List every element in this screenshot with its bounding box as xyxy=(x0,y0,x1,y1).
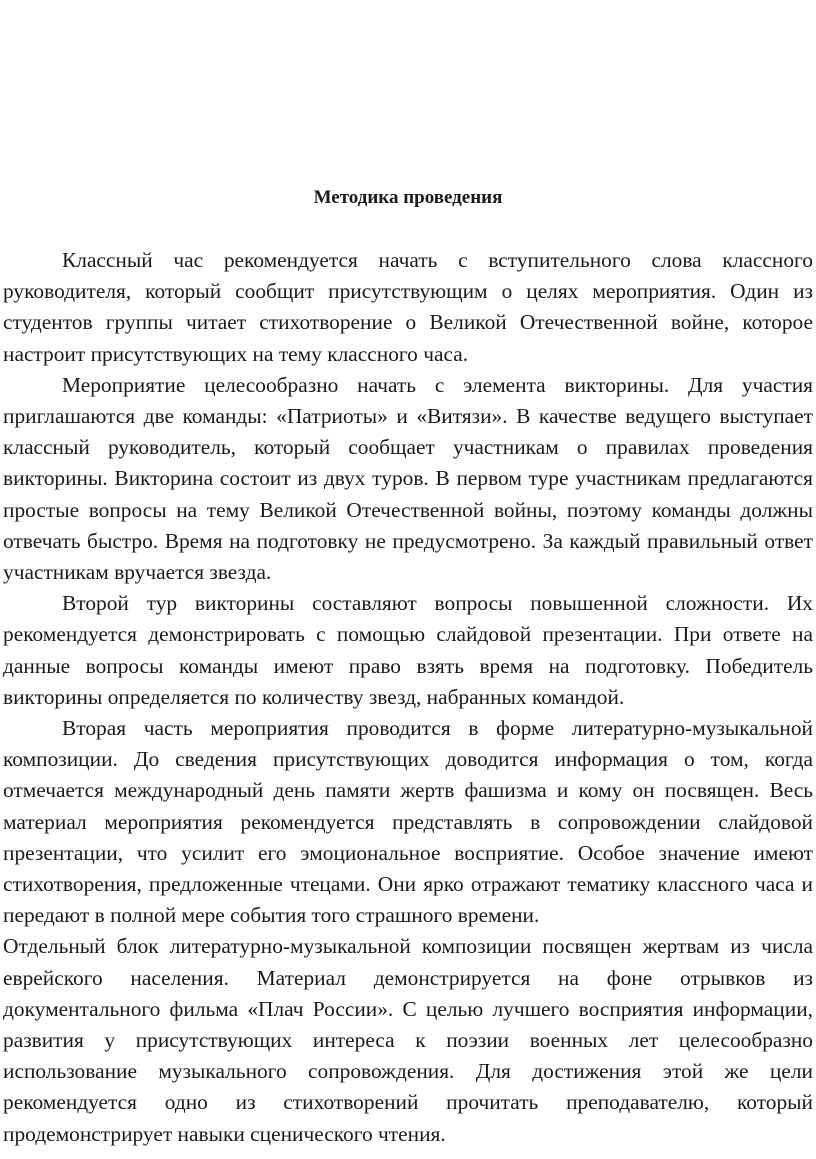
page-title: Методика проведения xyxy=(313,187,503,208)
paragraph-intro: Классный час рекомендуется начать с вступительного слова классного руководителя, который сообщит присутствующим о целях мероприятия. Один из студентов группы читает стихотворение о Великой Отечественной войне, которое настроит присутствующих на тему классного часа. xyxy=(3,248,813,366)
paragraph-quiz-second-round: Второй тур викторины составляют вопросы повышенной сложности. Их рекомендуется демонстрировать с помощью слайдовой презентации. При ответе на данные вопросы команды имеют право взять время на подготовку. Победитель викторины определяется по количеству звезд, набранных командой. xyxy=(3,591,813,709)
paragraph-literary-composition: Вторая часть мероприятия проводится в форме литературно-музыкальной композиции. До сведения присутствующих доводится информация о том, когда отмечается международный день памяти жертв фашизма и кому он посвящен. Весь материал мероприятия рекомендуется представлять в сопровождении слайдовой презентации, что усилит его эмоциональное восприятие. Особое значение имеют стихотворения, предложенные чтецами. Они ярко отражают тематику классного часа и передают в полной мере события того страшного времени. xyxy=(3,716,813,928)
paragraph-quiz-first-round: Мероприятие целесообразно начать с элемента викторины. Для участия приглашаются две команды: «Патриоты» и «Витязи». В качестве ведущего выступает классный руководитель, который сообщает участникам о правилах проведения викторины. Викторина состоит из двух туров. В первом туре участникам предлагаются простые вопросы на тему Великой Отечественной войны, поэтому команды должны отвечать быстро. Время на подготовку не предусмотрено. За каждый правильный ответ участникам вручается звезда. xyxy=(3,372,813,585)
paragraph-separate-block: Отдельный блок литературно-музыкальной композиции посвящен жертвам из числа еврейского населения. Материал демонстрируется на фоне отрывков из документального фильма «Плач России». С целью лучшего восприятия информации, развития у присутствующих интереса к поэзии военных лет целесообразно использование музыкального сопровождения. Для достижения этой же цели рекомендуется одно из стихотворений прочитать преподавателю, который продемонстрирует навыки сценического чтения. xyxy=(3,934,813,1146)
document-body xyxy=(3,245,813,1150)
